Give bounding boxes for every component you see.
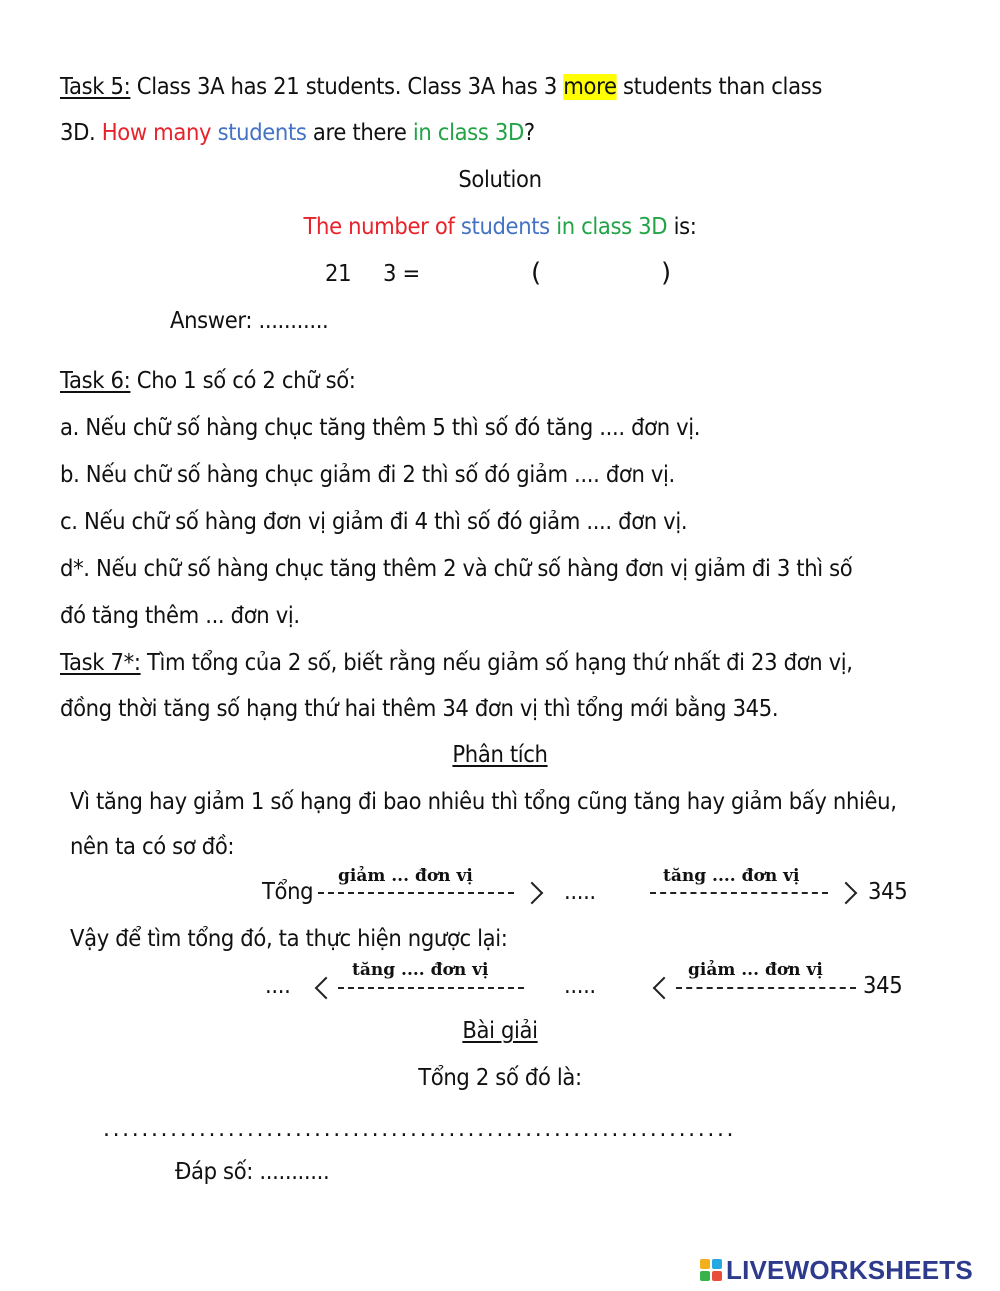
analysis-explanation-1: Vì tăng hay giảm 1 số hạng đi bao nhiêu thì tổng cũng tăng hay giảm bấy nhiêu, bbox=[70, 789, 897, 815]
diagram1-arrow1-label: giảm ... đơn vị bbox=[338, 866, 473, 886]
task7-line1: Task 7*: Tìm tổng của 2 số, biết rằng nếu giảm số hạng thứ nhất đi 23 đơn vị, bbox=[60, 650, 853, 676]
task6-intro: Task 6: Cho 1 số có 2 chữ số: bbox=[60, 368, 356, 394]
diagram2-middle: ..... bbox=[564, 973, 596, 999]
answer-paren-close: ) bbox=[661, 258, 672, 288]
answer-paren-open: ( bbox=[531, 258, 542, 288]
liveworksheets-logo bbox=[700, 1255, 973, 1285]
task5-label: Task 5: bbox=[60, 74, 131, 100]
equation-operand-a: 21 bbox=[325, 261, 352, 287]
diagram2-end: 345 bbox=[863, 973, 903, 999]
diagram1-arrow1-line bbox=[318, 892, 514, 894]
analysis-heading: Phân tích bbox=[452, 742, 548, 768]
final-answer: Đáp số: ........... bbox=[175, 1159, 330, 1185]
sum-statement: Tổng 2 số đó là: bbox=[418, 1065, 582, 1091]
arrow-left-icon bbox=[315, 977, 338, 1000]
highlight-more: more bbox=[563, 74, 617, 100]
equation-operand-b: 3 = bbox=[383, 261, 420, 287]
diagram1-arrow2-line bbox=[650, 892, 828, 894]
answer-dotted-line[interactable]: .................................................................. bbox=[103, 1118, 737, 1142]
task6-item-c: c. Nếu chữ số hàng đơn vị giảm đi 4 thì số đó giảm .... đơn vị. bbox=[60, 509, 688, 535]
liveworksheets-brand: LIVEWORKSHEETS bbox=[726, 1254, 973, 1285]
task5-statement: The number of students in class 3D is: bbox=[303, 214, 697, 240]
liveworksheets-logo-icon bbox=[700, 1259, 722, 1281]
diagram1-end: 345 bbox=[868, 879, 908, 905]
diagram2-arrow1-line bbox=[338, 987, 524, 989]
solution-heading: Solution bbox=[458, 167, 542, 193]
task6-item-b: b. Nếu chữ số hàng chục giảm đi 2 thì số đó giảm .... đơn vị. bbox=[60, 462, 675, 488]
solve-heading: Bài giải bbox=[462, 1018, 538, 1044]
task7-label: Task 7*: bbox=[60, 650, 141, 676]
reverse-instruction: Vậy để tìm tổng đó, ta thực hiện ngược lại: bbox=[70, 926, 508, 952]
diagram1-start: Tổng bbox=[262, 879, 314, 905]
diagram2-arrow1-label: tăng .... đơn vị bbox=[352, 960, 489, 980]
task5-line1: Task 5: Class 3A has 21 students. Class 3A has 3 more students than class bbox=[60, 74, 822, 100]
task7-line2: đồng thời tăng số hạng thứ hai thêm 34 đơn vị thì tổng mới bằng 345. bbox=[60, 696, 779, 722]
task5-answer: Answer: ........... bbox=[170, 308, 329, 334]
diagram1-middle: ..... bbox=[564, 879, 596, 905]
arrow-right-icon bbox=[835, 882, 858, 905]
analysis-explanation-2: nên ta có sơ đồ: bbox=[70, 834, 235, 860]
diagram2-arrow2-label: giảm ... đơn vị bbox=[688, 960, 823, 980]
diagram2-arrow2-line bbox=[676, 987, 856, 989]
task5-line2: 3D. How many students are there in class 3D? bbox=[60, 120, 535, 146]
task6-item-d: d*. Nếu chữ số hàng chục tăng thêm 2 và chữ số hàng đơn vị giảm đi 3 thì số bbox=[60, 556, 853, 582]
arrow-left-icon bbox=[653, 977, 676, 1000]
diagram1-arrow2-label: tăng .... đơn vị bbox=[663, 866, 800, 886]
diagram2-start: .... bbox=[265, 973, 291, 999]
task6-item-d-cont: đó tăng thêm ... đơn vị. bbox=[60, 603, 300, 629]
answer-input-box[interactable] bbox=[548, 260, 658, 290]
task6-label: Task 6: bbox=[60, 368, 131, 394]
task6-item-a: a. Nếu chữ số hàng chục tăng thêm 5 thì số đó tăng .... đơn vị. bbox=[60, 415, 701, 441]
arrow-right-icon bbox=[521, 882, 544, 905]
